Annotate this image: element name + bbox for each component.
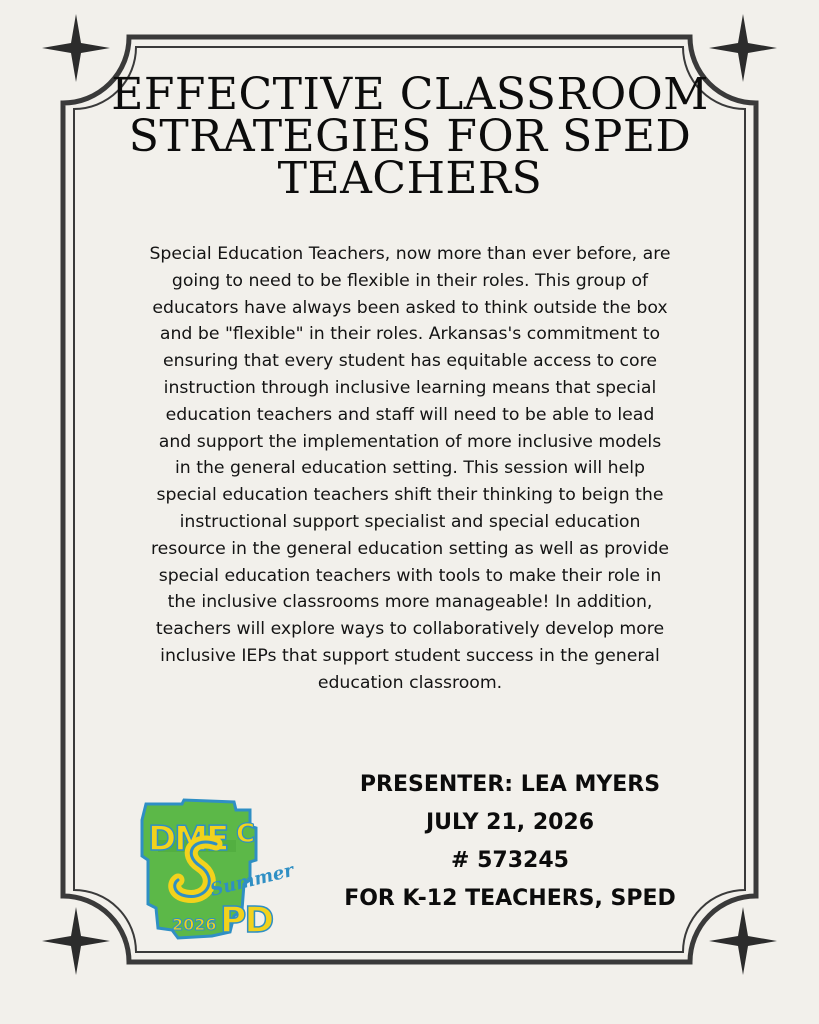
description-line: education teachers and staff will need to be able to lead (165, 404, 655, 425)
description-line: in the general education setting. This session will help (174, 458, 646, 479)
title-line: EFFECTIVE CLASSROOM (111, 69, 709, 120)
description-line: special education teachers shift their thinking to beign the (156, 485, 664, 506)
session-number-line: # 573245 (451, 848, 569, 873)
svg-text:2026: 2026 (172, 915, 217, 934)
sparkle-star-icon (709, 14, 777, 82)
svg-text:DME: DME (148, 819, 228, 859)
svg-text:C: C (236, 819, 256, 849)
dmec-summer-pd-logo (138, 800, 296, 942)
svg-text:PD: PD (220, 900, 273, 941)
description-line: educators have always been asked to think outside the box (152, 297, 668, 318)
audience-line: FOR K-12 TEACHERS, SPED (344, 886, 676, 911)
description-line: instructional support specialist and special education (179, 511, 641, 532)
description-line: instruction through inclusive learning means that special (163, 377, 657, 398)
description-line: education classroom. (317, 672, 503, 693)
page-title (90, 69, 730, 204)
session-details (320, 766, 700, 918)
description-line: resource in the general education setting as well as provide (150, 538, 670, 559)
description-line: and support the implementation of more inclusive models (158, 431, 662, 452)
description-line: and be "flexible" in their roles. Arkansas's commitment to (159, 324, 661, 345)
description-line: ensuring that every student has equitable access to core (163, 351, 657, 372)
presenter-line: PRESENTER: LEA MYERS (359, 772, 661, 797)
title-line: TEACHERS (277, 153, 543, 204)
description-line: Special Education Teachers, now more than ever before, are (149, 244, 671, 264)
description-line: inclusive IEPs that support student success in the general (160, 645, 660, 666)
sparkle-star-icon (709, 907, 777, 975)
description-line: special education teachers with tools to make their role in (158, 565, 662, 586)
description-line: teachers will explore ways to collaboratively develop more (155, 619, 665, 640)
session-description (86, 241, 734, 697)
date-line: JULY 21, 2026 (425, 810, 595, 835)
sparkle-star-icon (42, 14, 110, 82)
title-line: STRATEGIES FOR SPED (128, 111, 692, 162)
description-line: going to need to be flexible in their roles. This group of (171, 270, 649, 291)
description-line: the inclusive classrooms more manageable! In addition, (167, 592, 653, 613)
sparkle-star-icon (42, 907, 110, 975)
svg-text:Summer: Summer (208, 859, 296, 901)
